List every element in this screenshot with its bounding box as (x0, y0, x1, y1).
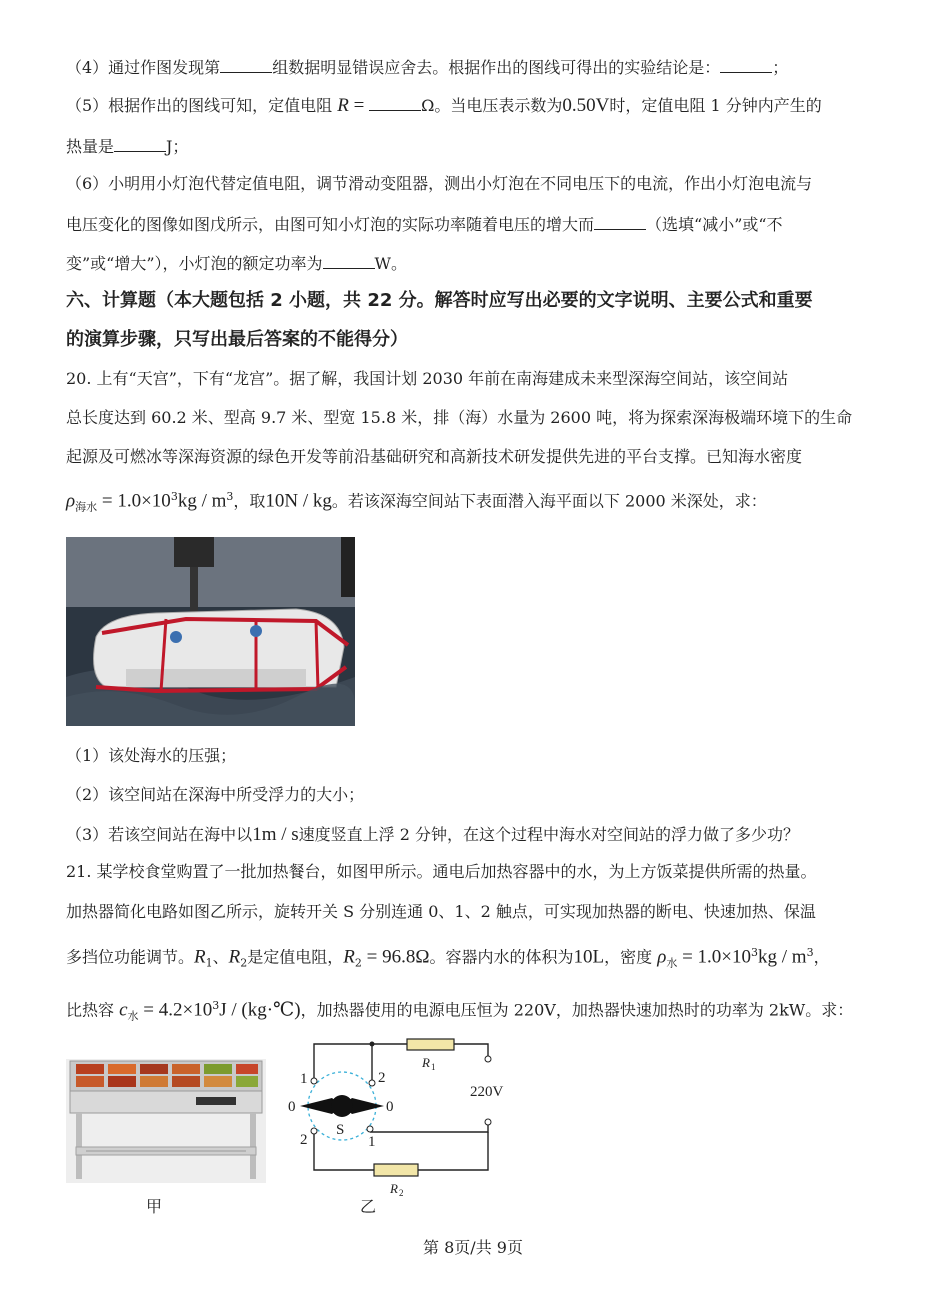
c-symbol: c (119, 999, 128, 1021)
heater-circuit-diagram (282, 1038, 512, 1208)
q20-line1: 20. 上有“天宫”，下有“龙宫”。据了解，我国计划 2030 年前在南海建成未来型深海空间站，该空间站 (66, 369, 789, 388)
q20-line3: 起源及可燃冰等深海资源的绿色开发等前沿基础研究和高新技术研发提供先进的平台支撑。已知海水密度 (66, 447, 803, 466)
exponent: 3 (751, 946, 758, 959)
junction (370, 1042, 375, 1047)
rho-symbol: ρ (66, 490, 76, 512)
q20-sub1: （1）该处海水的压强； (66, 746, 237, 765)
contact-label: 1 (368, 1134, 376, 1150)
r2-label: R (390, 1181, 398, 1196)
q19-part6-text2: （选填“减小”或“不 (646, 215, 783, 234)
resistor-r1 (407, 1039, 454, 1050)
q21-text: 、 (212, 947, 229, 967)
figure-caption-a: 甲 (146, 1197, 163, 1216)
answer-blank (114, 137, 166, 152)
circuit-wire (370, 1125, 488, 1132)
r-subscript: 2 (354, 956, 362, 970)
q21-line3 (66, 947, 886, 969)
q19-part4 (66, 58, 886, 76)
r-subscript: 1 (205, 956, 213, 970)
q19-part6-text4: W。 (374, 254, 407, 273)
q20-line2: 总长度达到 60.2 米、型高 9.7 米、型宽 15.8 米，排（海）水量为 2600 吨，将为探索深海极端环境下的生命 (66, 408, 853, 427)
q19-part5-text3: 时，定值电阻 1 分钟内产生的 (609, 96, 822, 115)
contact-label: 2 (378, 1070, 386, 1086)
specific-heat-value: = 4.2×10 (138, 999, 213, 1021)
rho-subscript: 水 (666, 956, 678, 970)
resistor-r2 (374, 1164, 418, 1176)
r-symbol: R (343, 946, 355, 968)
contact-label: 0 (288, 1099, 296, 1115)
r-symbol: R (194, 946, 206, 968)
heating-table-illustration (66, 1059, 266, 1183)
q19-part5-text5: J； (166, 137, 189, 156)
q19-part5-text1: （5）根据作出的图线可知，定值电阻 (66, 96, 338, 115)
rho-subscript: 海水 (75, 500, 98, 514)
q19-part6-text1: 电压变化的图像如图戊所示，由图可知小灯泡的实际功率随着电压的增大而 (66, 215, 595, 234)
r1-subscript: 1 (431, 1062, 436, 1072)
r2-value: = 96.8Ω (361, 946, 430, 968)
heating-table-photo (66, 1059, 266, 1183)
q19-part6-text3: 变”或“增大”），小灯泡的额定功率为 (66, 254, 323, 273)
q19-part5-line2 (66, 137, 886, 155)
r2-subscript: 2 (399, 1188, 404, 1198)
r1-label: R (422, 1055, 430, 1070)
r-symbol: R (228, 946, 241, 968)
answer-blank (220, 58, 272, 73)
q19-part6-line3 (66, 254, 886, 272)
q21-line1: 21. 某学校食堂购置了一批加热餐台，如图甲所示。通电后加热容器中的水，为上方饭菜提供所需的热量。 (66, 862, 817, 881)
figure-caption-b: 乙 (360, 1197, 377, 1216)
resistance-symbol: R (337, 95, 349, 116)
exponent: 3 (170, 490, 178, 503)
submersible-illustration (66, 537, 355, 726)
contact (367, 1126, 373, 1132)
equals-sign: = (348, 95, 370, 116)
section-heading-line2: 的演算步骤，只写出最后答案的不能得分） (66, 329, 408, 350)
q19-part5-text4: 热量是 (66, 137, 115, 156)
q21-text: ，加热器使用的电源电压恒为 220V，加热器快速加热时的功率为 2kW。求： (300, 1000, 854, 1020)
q20-sub3 (66, 825, 886, 844)
section-heading-line1: 六、计算题（本大题包括 2 小题，共 22 分。解答时应写出必要的文字说明、主要公式和重要 (66, 290, 813, 311)
q20-text: 。若该深海空间站下表面潜入海平面以下 2000 米深处，求： (331, 491, 767, 511)
voltage-label: 220V (470, 1084, 504, 1100)
contact-label: 0 (386, 1099, 394, 1115)
contact (311, 1128, 317, 1134)
density-unit: kg / m (758, 946, 807, 968)
q19-part6-line2 (66, 215, 886, 233)
switch-label: S (336, 1122, 345, 1138)
voltage-value: 0.50V (562, 95, 610, 116)
c-subscript: 水 (127, 1009, 139, 1023)
circuit-wire (454, 1044, 488, 1056)
q20-line4 (66, 491, 886, 513)
q21-line2: 加热器简化电路如图乙所示，旋转开关 S 分别连通 0、1、2 触点，可实现加热器的断电、快速加热、保温 (66, 902, 816, 921)
answer-blank (369, 96, 421, 111)
density-value: = 1.0×10 (677, 946, 751, 968)
switch-knob (331, 1095, 353, 1117)
volume-value: 10L (573, 946, 605, 968)
answer-blank (720, 58, 772, 73)
contact (311, 1078, 317, 1084)
specific-heat-unit: J / (kg·℃) (219, 999, 301, 1021)
speed-value: 1m / s (252, 824, 299, 845)
q21-text: 。容器内水的体积为 (429, 947, 574, 967)
contact (369, 1080, 375, 1086)
rho-symbol: ρ (657, 946, 667, 968)
page-footer: 第 8页/共 9页 (423, 1238, 523, 1257)
g-value: 10N / kg (265, 490, 332, 512)
circuit-wire (418, 1132, 488, 1170)
contact-label: 2 (300, 1132, 308, 1148)
exponent: 3 (226, 490, 234, 503)
exponent: 3 (212, 999, 220, 1012)
q19-part4-text1: （4）通过作图发现第 (66, 58, 221, 77)
q20-sub2: （2）该空间站在深海中所受浮力的大小； (66, 785, 365, 804)
contact-label: 1 (300, 1071, 308, 1087)
terminal (485, 1119, 491, 1125)
q20-text: ，取 (233, 491, 266, 511)
q19-part4-text3: ； (772, 58, 789, 77)
density-unit: kg / m (177, 490, 227, 512)
q21-text: 多挡位功能调节。 (66, 947, 195, 967)
submersible-photo (66, 537, 355, 726)
circuit-wire (314, 1044, 407, 1078)
q19-part6-line1: （6）小明用小灯泡代替定值电阻，调节滑动变阻器，测出小灯泡在不同电压下的电流，作出小灯泡电流与 (66, 174, 813, 193)
q19-part4-text2: 组数据明显错误应舍去。根据作出的图线可得出的实验结论是： (272, 58, 721, 77)
r-subscript: 2 (240, 956, 248, 970)
terminal (485, 1056, 491, 1062)
exponent: 3 (806, 946, 814, 959)
answer-blank (323, 254, 375, 269)
q21-text: ，密度 (604, 947, 658, 967)
circuit-wire (314, 1134, 374, 1170)
q19-part5-line1 (66, 96, 886, 115)
q21-text: 是定值电阻， (247, 947, 344, 967)
q21-line4 (66, 1000, 886, 1022)
q20-sub3-text1: （3）若该空间站在海中以 (66, 825, 253, 844)
answer-blank (594, 215, 646, 230)
q21-text: 比热容 (66, 1000, 120, 1020)
q19-part5-text2: Ω。当电压表示数为 (421, 96, 563, 115)
q21-text: ， (813, 947, 830, 967)
q20-sub3-text2: 速度竖直上浮 2 分钟，在这个过程中海水对空间站的浮力做了多少功？ (298, 825, 799, 844)
density-value: = 1.0×10 (97, 490, 171, 512)
